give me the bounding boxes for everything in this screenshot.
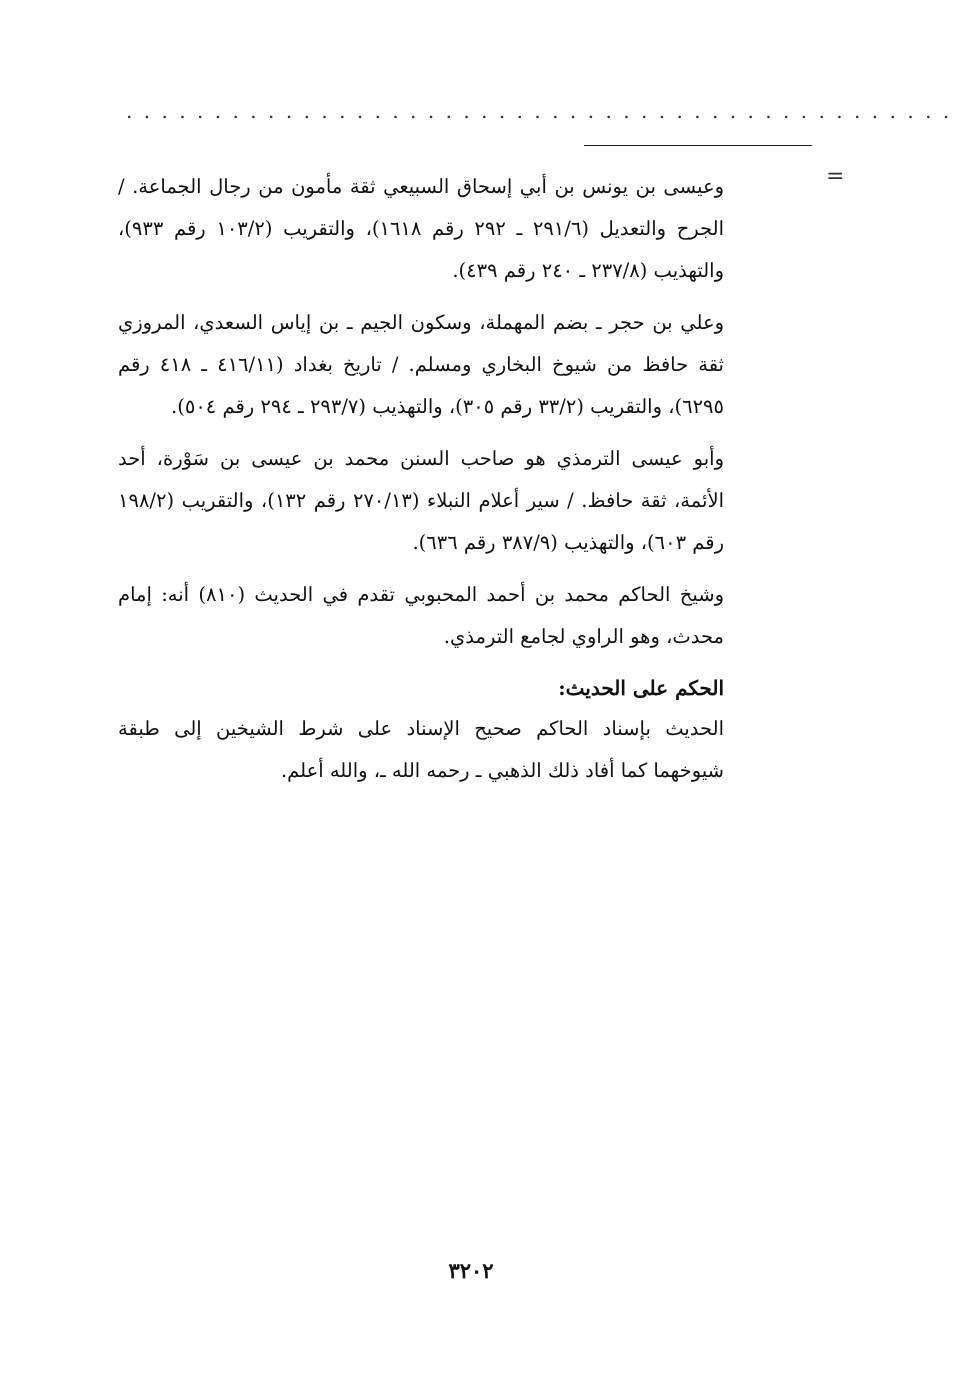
paragraph-abu-isa-tirmidhi: وأبو عيسى الترمذي هو صاحب السنن محمد بن عيسى بن سَوْرة، أحد الأئمة، ثقة حافظ. / سير أعلام النبلاء (٢٧٠/١٣ رقم ١٣٢)، والتقريب (١٩٨/٢ رقم ٦٠٣)، والتهذيب (٣٨٧/٩ رقم ٦٣٦). xyxy=(118,447,724,554)
footnote-body xyxy=(118,166,724,802)
ruling-heading: الحكم على الحديث: xyxy=(558,676,724,700)
ruling-text: الحديث بإسناد الحاكم صحيح الإسناد على شرط الشيخين إلى طبقة شيوخهما كما أفاد ذلك الذهبي ـ رحمه الله ـ، والله أعلم. xyxy=(118,717,724,782)
footnote-rule xyxy=(584,145,812,146)
page-number: ٣٢٠٢ xyxy=(448,1258,494,1283)
paragraph-isa-ibn-yunus: وعيسى بن يونس بن أبي إسحاق السبيعي ثقة مأمون من رجال الجماعة. / الجرح والتعديل (٢٩١/٦ ـ ٢٩٢ رقم ١٦١٨)، والتقريب (١٠٣/٢ رقم ٩٣٣)، والتهذيب (٢٣٧/٨ ـ ٢٤٠ رقم ٤٣٩). xyxy=(118,175,725,282)
paragraph-shaykh-al-hakim: وشيخ الحاكم محمد بن أحمد المحبوبي تقدم في الحديث (٨١٠) أنه: إمام محدث، وهو الراوي لجامع الترمذي. xyxy=(118,583,724,648)
continuation-mark: = xyxy=(826,164,845,189)
footnote-dotted-separator: ............................................... xyxy=(126,99,961,123)
paragraph-ali-ibn-hujr: وعلي بن حجر ـ بضم المهملة، وسكون الجيم ـ بن إياس السعدي، المروزي ثقة حافظ من شيوخ البخاري ومسلم. / تاريخ بغداد (٤١٦/١١ ـ ٤١٨ رقم ٦٢٩٥)، والتقريب (٣٣/٢ رقم ٣٠٥)، والتهذيب (٢٩٣/٧ ـ ٢٩٤ رقم ٥٠٤). xyxy=(118,311,724,418)
